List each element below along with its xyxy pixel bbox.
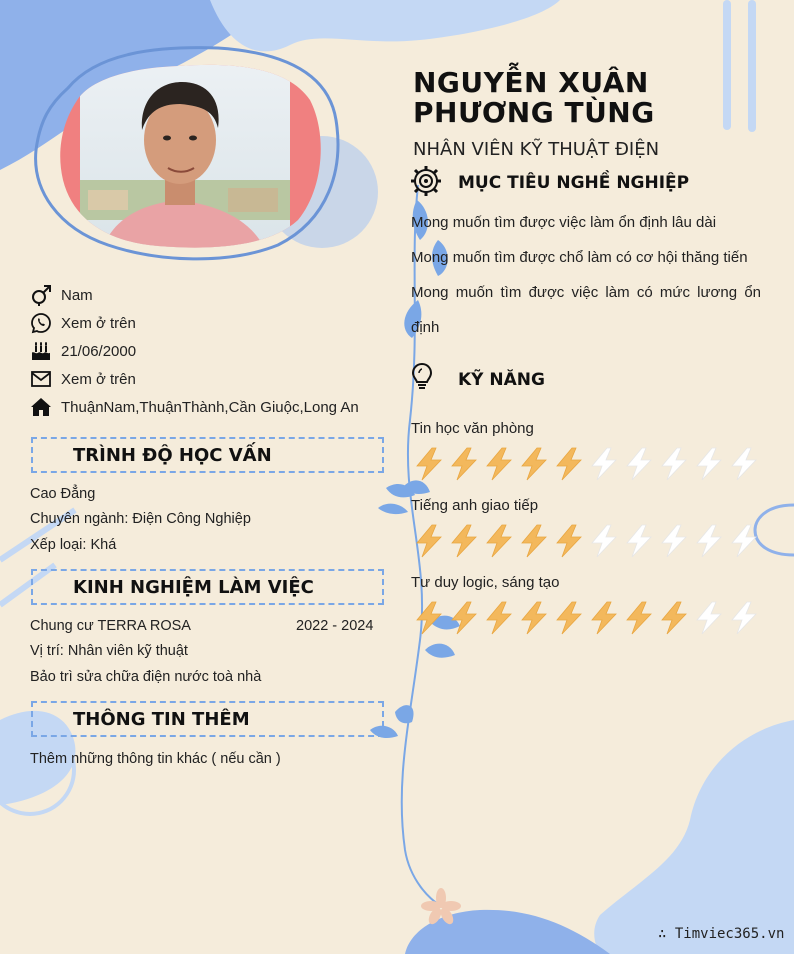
birthday-value: 21/06/2000	[61, 343, 137, 360]
watermark-dots: ∴	[658, 926, 675, 942]
bolt-empty-icon	[587, 446, 621, 482]
experience-position: Vị trí: Nhân viên kỹ thuật	[30, 643, 188, 659]
experience-title: KINH NGHIỆM LÀM VIỆC	[73, 577, 314, 598]
bolt-empty-icon	[587, 523, 621, 559]
bolt-empty-icon	[657, 446, 691, 482]
gender-icon	[30, 284, 52, 306]
bolt-filled-icon	[482, 600, 516, 636]
objective-line: định	[411, 319, 440, 336]
objective-title: MỤC TIÊU NGHỀ NGHIỆP	[458, 173, 690, 193]
lightbulb-icon	[411, 362, 433, 392]
objective-line: Mong muốn tìm được chổ làm có cơ hội thăng tiến	[411, 249, 748, 266]
bolt-filled-icon	[552, 446, 586, 482]
gear-icon	[411, 166, 441, 196]
skill-name: Tin học văn phòng	[411, 420, 534, 437]
bolt-filled-icon	[517, 446, 551, 482]
additional-title: THÔNG TIN THÊM	[73, 709, 250, 730]
experience-company: Chung cư TERRA ROSA	[30, 618, 191, 634]
skill-name: Tiếng anh giao tiếp	[411, 497, 539, 514]
education-title: TRÌNH ĐỘ HỌC VẤN	[73, 445, 272, 466]
bolt-empty-icon	[692, 446, 726, 482]
candidate-name: NGUYỄN XUÂN PHƯƠNG TÙNG	[413, 66, 655, 129]
watermark	[658, 926, 784, 942]
bolt-empty-icon	[727, 523, 761, 559]
experience-description: Bảo trì sửa chữa điện nước toà nhà	[30, 669, 262, 685]
email-icon	[30, 368, 52, 390]
bolt-filled-icon	[482, 523, 516, 559]
bolt-filled-icon	[412, 523, 446, 559]
watermark-text: Timviec365.vn	[674, 926, 785, 942]
skill-rating	[412, 600, 762, 636]
phone-icon	[30, 312, 52, 334]
birthday-cake-icon	[30, 340, 52, 362]
education-header	[31, 437, 384, 473]
skill-rating	[412, 523, 762, 559]
education-line: Xếp loại: Khá	[30, 537, 117, 553]
bolt-empty-icon	[657, 523, 691, 559]
bolt-filled-icon	[657, 600, 691, 636]
bolt-empty-icon	[622, 446, 656, 482]
education-line: Cao Đẳng	[30, 486, 96, 502]
bolt-filled-icon	[412, 600, 446, 636]
bolt-filled-icon	[517, 523, 551, 559]
skill-name: Tư duy logic, sáng tạo	[411, 574, 560, 591]
bolt-filled-icon	[622, 600, 656, 636]
address-value: ThuậnNam,ThuậnThành,Cần Giuộc,Long An	[61, 399, 359, 416]
bolt-filled-icon	[552, 523, 586, 559]
bolt-empty-icon	[727, 446, 761, 482]
bolt-filled-icon	[447, 600, 481, 636]
objective-line: Mong muốn tìm được việc làm ổn định lâu dài	[411, 214, 717, 231]
bolt-empty-icon	[727, 600, 761, 636]
home-icon	[30, 396, 52, 418]
bolt-filled-icon	[447, 523, 481, 559]
experience-header	[31, 569, 384, 605]
bolt-filled-icon	[412, 446, 446, 482]
skill-rating	[412, 446, 762, 482]
bolt-empty-icon	[692, 600, 726, 636]
bolt-filled-icon	[587, 600, 621, 636]
phone-value: Xem ở trên	[61, 315, 136, 332]
bolt-filled-icon	[482, 446, 516, 482]
education-line: Chuyên ngành: Điện Công Nghiệp	[30, 511, 251, 527]
skills-title: KỸ NĂNG	[458, 370, 545, 390]
bolt-empty-icon	[622, 523, 656, 559]
email-value: Xem ở trên	[61, 371, 136, 388]
experience-period: 2022 - 2024	[296, 618, 374, 634]
job-title: NHÂN VIÊN KỸ THUẬT ĐIỆN	[413, 139, 660, 160]
bolt-empty-icon	[692, 523, 726, 559]
gender-value: Nam	[61, 287, 93, 304]
additional-header	[31, 701, 384, 737]
bolt-filled-icon	[447, 446, 481, 482]
objective-line: Mong muốn tìm được việc làm có mức lương ổn	[411, 284, 761, 301]
avatar	[28, 40, 348, 262]
additional-text: Thêm những thông tin khác ( nếu cần )	[30, 751, 281, 767]
bolt-filled-icon	[517, 600, 551, 636]
bolt-filled-icon	[552, 600, 586, 636]
